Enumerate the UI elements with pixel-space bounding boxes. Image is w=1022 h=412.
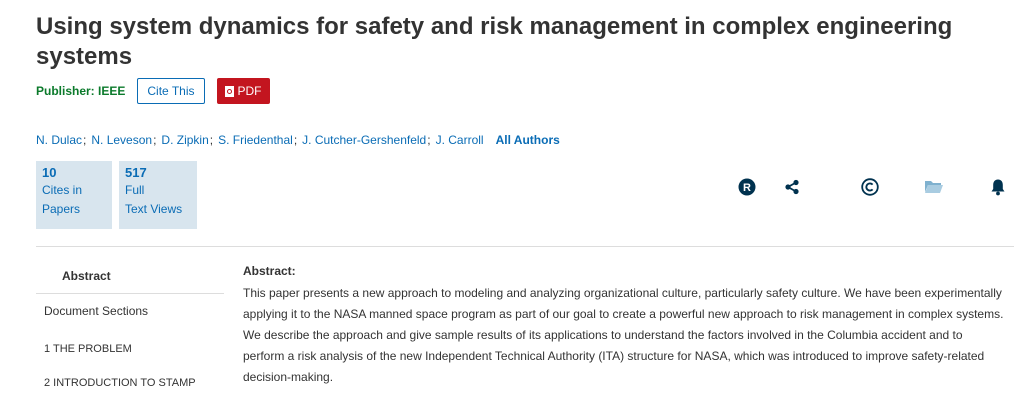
author-link[interactable]: N. Leveson: [91, 133, 153, 147]
sidebar-document-sections: Document Sections: [44, 304, 149, 318]
author-link[interactable]: N. Dulac: [36, 133, 83, 147]
cite-this-button[interactable]: Cite This: [137, 78, 204, 104]
header-divider: [36, 246, 1014, 247]
full-text-views-metric[interactable]: [119, 161, 197, 229]
all-authors-link[interactable]: All Authors: [495, 133, 560, 147]
abstract-heading: Abstract:: [243, 264, 296, 278]
metric-value: 10: [42, 165, 57, 180]
sidebar-item-introduction-to-stamp[interactable]: 2 INTRODUCTION TO STAMP: [44, 377, 196, 389]
author-separator: ;: [153, 133, 157, 147]
pdf-button[interactable]: [217, 78, 270, 104]
author-link[interactable]: J. Carroll: [435, 133, 484, 147]
cites-in-papers-metric[interactable]: [36, 161, 112, 229]
author-link[interactable]: J. Cutcher-Gershenfeld: [302, 133, 427, 147]
author-link[interactable]: D. Zipkin: [161, 133, 209, 147]
author-separator: ;: [209, 133, 214, 147]
sidebar-abstract-heading[interactable]: Abstract: [62, 269, 111, 283]
metric-label-line1: Cites in: [42, 183, 83, 197]
copyright-icon[interactable]: [859, 176, 881, 198]
sidebar-divider: [36, 293, 224, 294]
metric-value: 517: [125, 165, 147, 180]
metric-label-line1: Full: [125, 183, 145, 197]
author-link[interactable]: S. Friedenthal: [218, 133, 293, 147]
publisher-row: [36, 78, 270, 104]
metric-label-line2: Text Views: [125, 202, 183, 216]
author-separator: ;: [427, 133, 431, 147]
author-separator: ;: [83, 133, 87, 147]
folder-icon[interactable]: [923, 176, 945, 198]
pdf-icon: [225, 86, 234, 97]
rights-icon[interactable]: [736, 176, 758, 198]
sidebar-item-the-problem[interactable]: 1 THE PROBLEM: [44, 343, 132, 355]
alert-bell-icon[interactable]: [987, 176, 1009, 198]
abstract-text: This paper presents a new approach to modeling and analyzing organizational culture, particularly safety culture. We have been experimentally applying it to the NASA manned space program as part of our goal to create a powerful new approach to risk management in complex systems. We describe the approach and give sample results of its applications to understand the factors involved in the Columbia accident and to perform a risk analysis of the new Independent Technical Authority (ITA) structure for NASA, which was introduced to improve safety-related decision-making.: [243, 286, 1004, 384]
pdf-button-label: PDF: [237, 84, 262, 98]
share-icon[interactable]: [781, 176, 803, 198]
author-separator: ;: [293, 133, 298, 147]
svg-text:R: R: [743, 182, 751, 194]
document-title: Using system dynamics for safety and risk management in complex engineering systems: [36, 13, 953, 70]
publisher-label: Publisher: IEEE: [36, 84, 126, 98]
author-list: [36, 133, 560, 147]
metric-label-line2: Papers: [42, 202, 81, 216]
